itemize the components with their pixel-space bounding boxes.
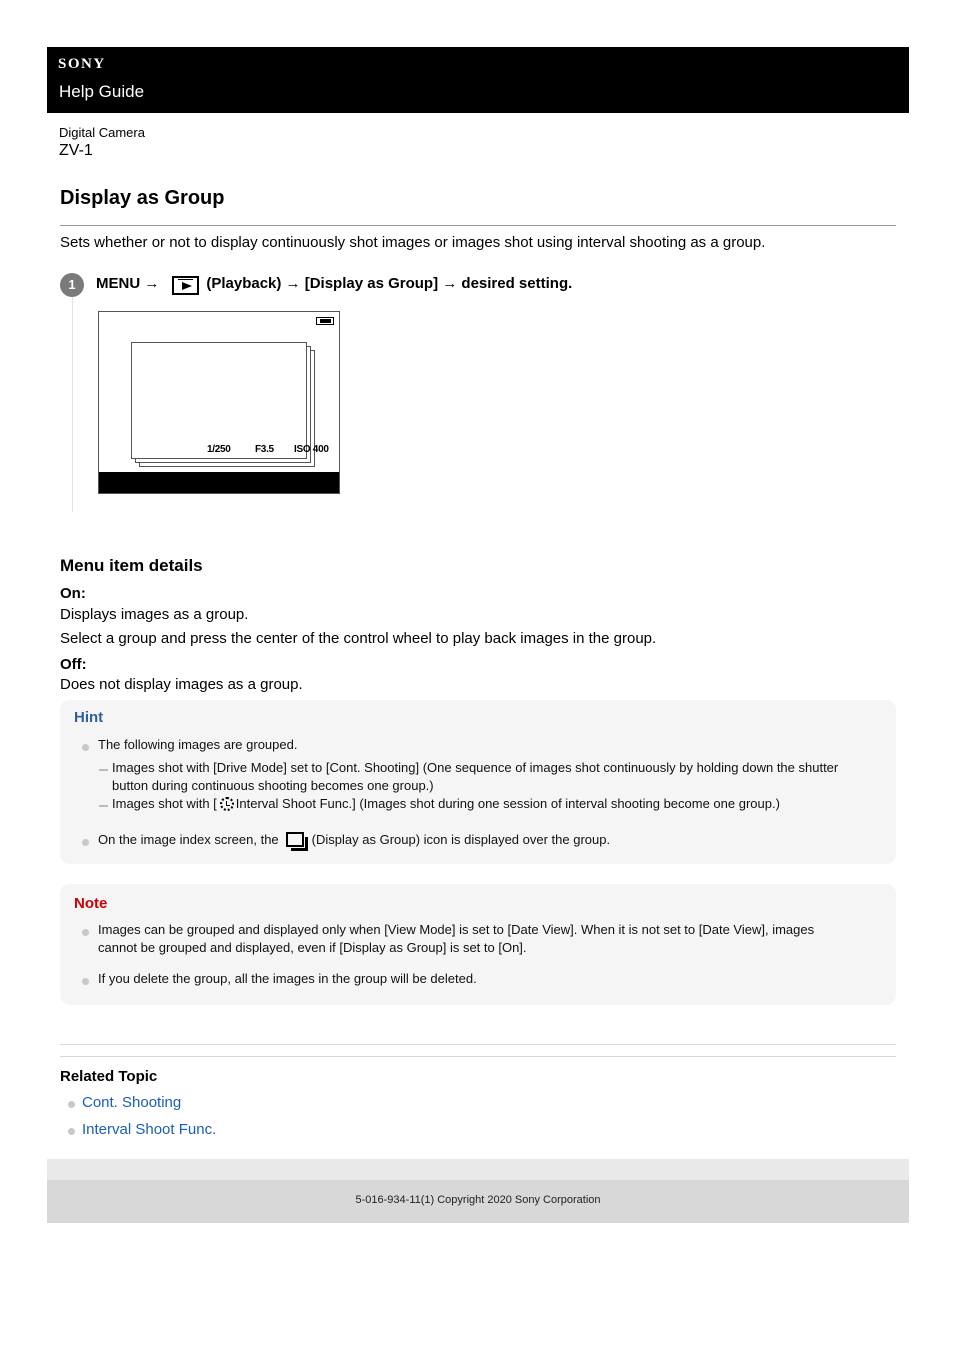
note-title: Note: [74, 895, 108, 912]
hint-subitem-2-prefix: Images shot with [: [112, 796, 217, 811]
battery-icon: [316, 317, 334, 325]
note-box: [60, 884, 896, 1005]
on-description-2: Select a group and press the center of the control wheel to play back images in the group.: [60, 630, 657, 647]
footer-top-band: [47, 1159, 909, 1180]
section-divider: [60, 1044, 896, 1045]
hint-subitem-2-suffix: Interval Shoot Func.] (Images shot during one session of interval shooting become one group.): [235, 796, 780, 811]
hint-item-1: The following images are grouped.: [98, 737, 298, 752]
dash-icon: [99, 769, 108, 771]
note-item-2: If you delete the group, all the images in the group will be deleted.: [98, 971, 477, 986]
bullet-icon: [82, 929, 89, 936]
bullet-icon: [68, 1128, 75, 1135]
off-label: Off:: [60, 656, 87, 673]
bullet-icon: [82, 744, 89, 751]
camera-screen-illustration: [98, 311, 340, 494]
on-label: On:: [60, 585, 86, 602]
related-topic-heading: Related Topic: [60, 1068, 158, 1085]
hint-subitem-1-line-1: Images shot with [Drive Mode] set to [Cont. Shooting] (One sequence of images shot continuously by holding down the shutter: [112, 760, 839, 775]
step-rest-label: (Playback) → [Display as Group] → desired setting.: [206, 275, 573, 292]
sony-logo[interactable]: SONY: [58, 56, 106, 72]
hint-item-2-prefix: On the image index screen, the: [98, 832, 279, 847]
title-divider: [60, 225, 896, 226]
section-divider: [60, 1056, 896, 1057]
playback-icon: [172, 276, 199, 295]
hint-title: Hint: [74, 709, 104, 726]
hint-subitem-1-line-2: button during continuous shooting becomes one group.): [112, 778, 434, 793]
dash-icon: [99, 805, 108, 807]
note-item-1-line-2: cannot be grouped and displayed, even if [Display as Group] is set to [On].: [98, 940, 527, 955]
product-type: Digital Camera: [59, 125, 145, 140]
hint-item-2: [98, 831, 610, 849]
interval-shoot-icon: [220, 797, 234, 811]
help-guide-title[interactable]: Help Guide: [59, 82, 145, 101]
screen-bottom-bar: [99, 472, 339, 493]
on-description-1: Displays images as a group.: [60, 606, 249, 623]
site-footer: [47, 1180, 909, 1223]
copyright-text: 5-016-934-11(1) Copyright 2020 Sony Corporation: [355, 1194, 601, 1206]
related-link-interval-shoot[interactable]: Interval Shoot Func.: [82, 1121, 217, 1138]
note-item-1-line-1: Images can be grouped and displayed only when [View Mode] is set to [Date View]. When it is not set to [Date View], images: [98, 922, 815, 937]
related-link-cont-shooting[interactable]: Cont. Shooting: [82, 1094, 182, 1111]
display-as-group-icon: [286, 832, 306, 848]
bullet-icon: [82, 978, 89, 985]
off-description: Does not display images as a group.: [60, 676, 303, 693]
step-number: 1: [60, 273, 84, 297]
product-model: ZV-1: [59, 142, 93, 159]
hint-box: [60, 700, 896, 864]
aperture-readout: F3.5: [255, 444, 274, 455]
step-connector: [72, 296, 73, 512]
hint-item-2-suffix: (Display as Group) icon is displayed over the group.: [311, 832, 611, 847]
site-header: [47, 47, 909, 113]
bullet-icon: [68, 1101, 75, 1108]
hint-subitem-2: [112, 795, 780, 813]
bullet-icon: [82, 839, 89, 846]
menu-item-details-heading: Menu item details: [60, 556, 203, 575]
shutter-speed-readout: 1/250: [207, 444, 231, 455]
page-title: Display as Group: [60, 187, 225, 209]
iso-readout: ISO 400: [294, 444, 329, 455]
step-menu-label: MENU →: [96, 275, 160, 292]
stacked-image-front: [131, 342, 307, 459]
intro-text: Sets whether or not to display continuously shot images or images shot using interval shooting as a group.: [60, 234, 766, 251]
step-instruction: [96, 274, 572, 293]
